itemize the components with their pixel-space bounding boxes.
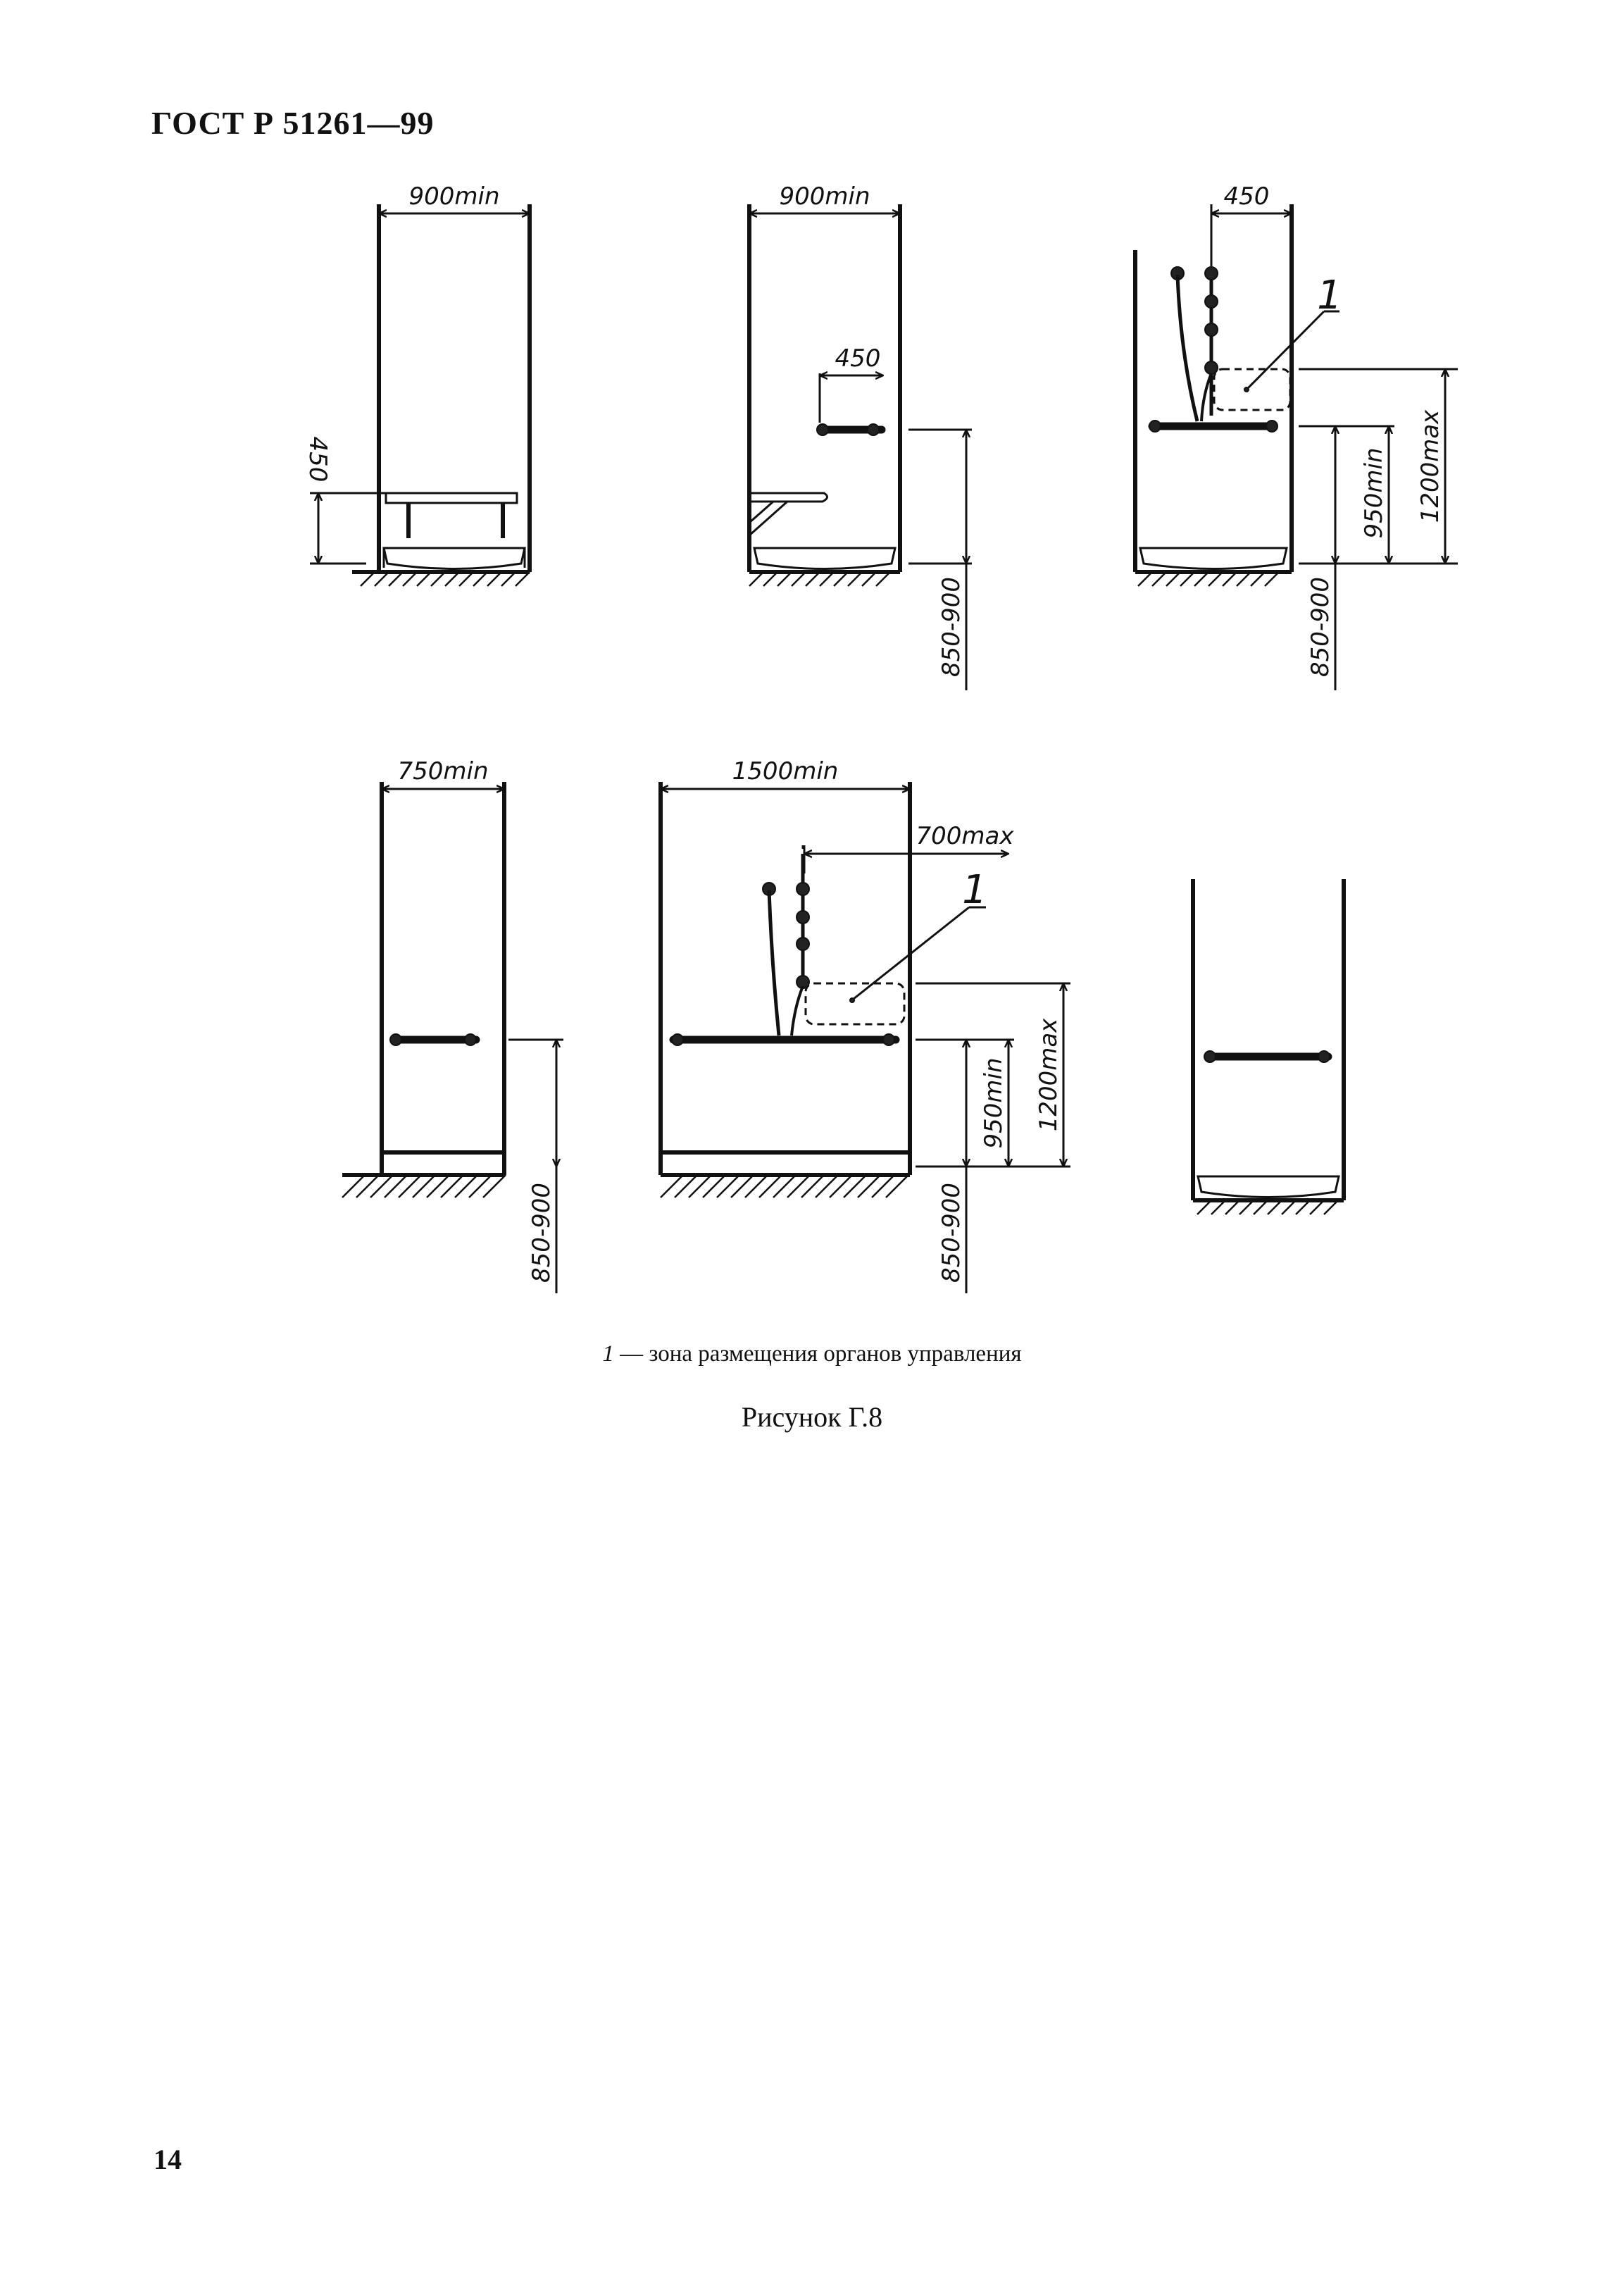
dim-c-controls-min: 950min xyxy=(1360,447,1388,539)
dim-b-bar-height: 850-900 xyxy=(937,576,966,678)
dim-e-offset: 700max xyxy=(916,822,1014,850)
drawing-d-bath-bar xyxy=(342,757,563,1293)
document-header: ГОСТ Р 51261—99 xyxy=(151,105,435,141)
floor-hatch-e xyxy=(661,1175,908,1198)
floor-hatch-d xyxy=(342,1175,506,1198)
drawing-f-shower-bar xyxy=(1193,879,1344,1214)
legend-number: 1 xyxy=(602,1341,614,1367)
dim-e-bar-height: 850-900 xyxy=(937,1182,966,1283)
dim-c-bar-height: 850-900 xyxy=(1306,576,1335,678)
drawing-c-shower-controls xyxy=(1135,182,1458,690)
legend-text: — зона размещения органов управления xyxy=(613,1341,1022,1367)
dim-c-controls-max: 1200max xyxy=(1416,409,1444,523)
dim-e-width: 1500min xyxy=(732,757,839,785)
dim-d-width-label: 750min xyxy=(397,757,489,785)
dim-b-width: 900min xyxy=(779,182,870,211)
figure-caption: Рисунок Г.8 xyxy=(741,1401,883,1433)
dim-a-seat-height: 450 xyxy=(304,436,332,483)
dim-e-controls-min: 950min xyxy=(980,1057,1008,1149)
callout-c-1: 1 xyxy=(1317,273,1342,318)
drawing-b-shower-bar xyxy=(749,182,972,690)
drawing-e-bath-controls xyxy=(661,757,1070,1293)
dim-c-width: 450 xyxy=(1223,182,1270,211)
dim-e-controls-max: 1200max xyxy=(1035,1018,1063,1132)
dim-a-width: 900min xyxy=(408,182,500,211)
callout-e-1: 1 xyxy=(962,867,987,913)
page-number: 14 xyxy=(154,2144,182,2175)
dim-d-bar-height: 850-900 xyxy=(527,1182,556,1283)
drawing-a-shower-seat xyxy=(304,182,530,586)
dim-b-bar-length: 450 xyxy=(835,344,881,373)
figure-legend xyxy=(0,1341,1624,1367)
